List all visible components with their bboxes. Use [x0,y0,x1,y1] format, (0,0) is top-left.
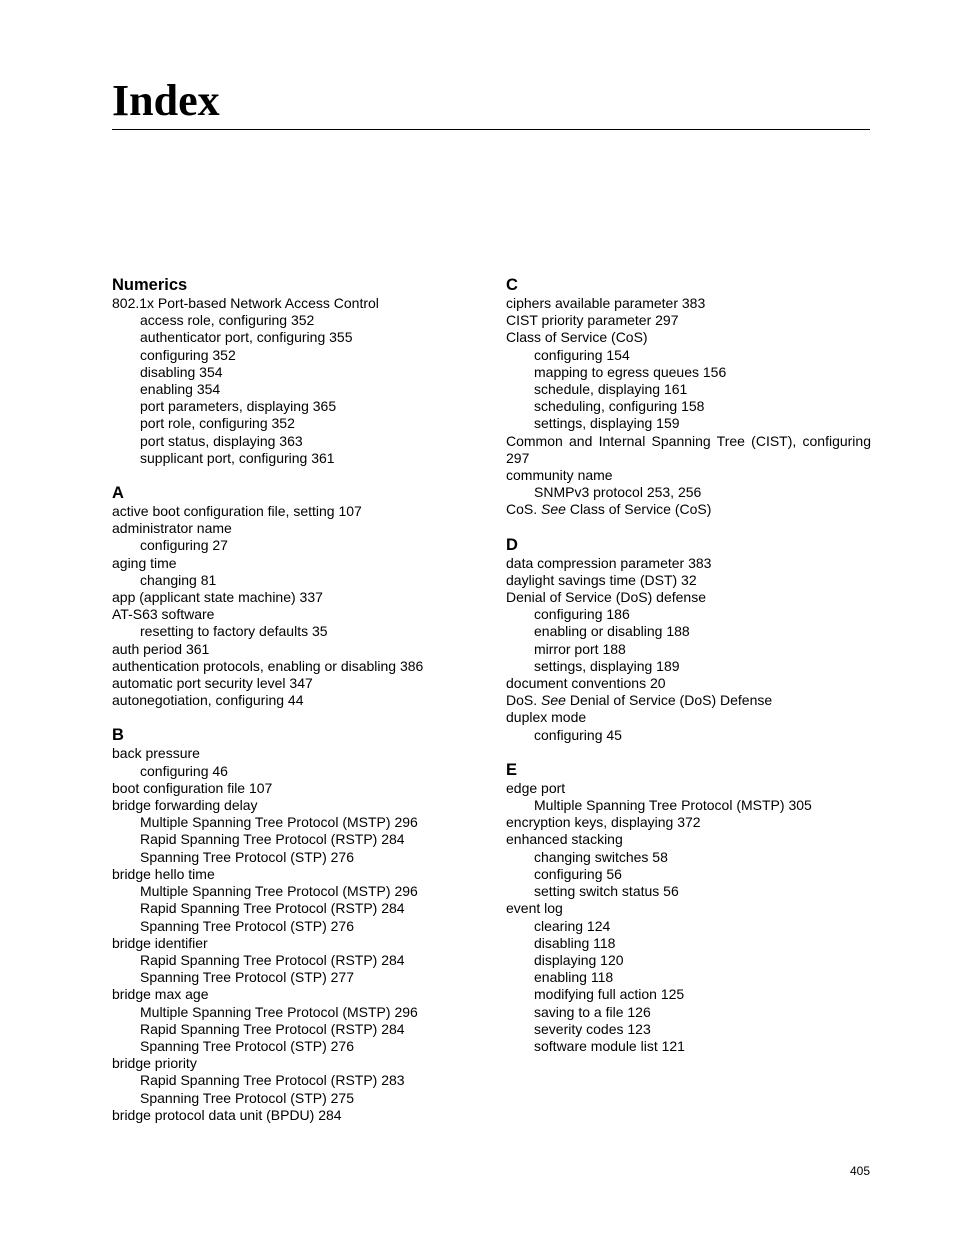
index-entry: duplex mode [506,709,587,726]
see-reference: See [541,692,566,709]
index-section-b [112,725,477,1123]
index-subentry: Spanning Tree Protocol (STP) 276 [140,917,355,934]
index-subentry: Multiple Spanning Tree Protocol (MSTP) 296 [140,883,418,900]
index-column-left [112,275,477,1140]
index-subentry: configuring 154 [534,346,630,363]
index-entry: enhanced stacking [506,831,623,848]
index-entry: 802.1x Port-based Network Access Control [112,295,379,311]
index-entry: Common and Internal Spanning Tree (CIST), configuring 297 [506,432,871,466]
index-subentry: Multiple Spanning Tree Protocol (MSTP) 296 [140,814,418,831]
index-subentry: Rapid Spanning Tree Protocol (RSTP) 284 [140,1020,405,1037]
index-entry: bridge identifier [112,934,208,951]
index-subentry: Rapid Spanning Tree Protocol (RSTP) 284 [140,900,405,917]
index-subentry: settings, displaying 189 [534,657,680,674]
index-subentry: scheduling, configuring 158 [534,398,705,415]
index-subentry: Multiple Spanning Tree Protocol (MSTP) 305 [534,797,812,814]
index-entry: Class of Service (CoS) [506,329,648,346]
index-entry: bridge max age [112,986,209,1003]
index-entry: event log [506,900,563,917]
index-section-d [506,535,871,744]
section-heading: A [112,484,124,503]
page-title: Index [112,76,220,125]
index-subentry: SNMPv3 protocol 253, 256 [534,484,702,501]
index-subentry: Spanning Tree Protocol (STP) 276 [140,848,355,865]
index-subentry: enabling or disabling 188 [534,623,690,640]
index-subentry: configuring 186 [534,606,630,623]
index-entry: daylight savings time (DST) 32 [506,571,697,588]
index-entry [506,692,871,709]
index-subentry: port parameters, displaying 365 [140,398,337,415]
section-heading: Numerics [112,276,188,294]
index-entry: authentication protocols, enabling or disabling 386 [112,657,424,674]
index-section-c [506,275,871,519]
section-heading: C [506,276,518,294]
index-subentry: displaying 120 [534,951,624,968]
index-subentry: port status, displaying 363 [140,432,303,449]
page-number: 405 [849,1164,870,1178]
index-entry: bridge forwarding delay [112,797,258,814]
index-subentry: authenticator port, configuring 355 [140,329,353,346]
index-entry: bridge protocol data unit (BPDU) 284 [112,1106,342,1123]
index-entry: administrator name [112,520,232,537]
index-section-numerics [112,275,477,467]
index-entry: data compression parameter 383 [506,554,712,571]
index-subentry: severity codes 123 [534,1020,651,1037]
index-entry: aging time [112,554,177,571]
see-target: Denial of Service (DoS) Defense [569,692,773,709]
index-subentry: Rapid Spanning Tree Protocol (RSTP) 283 [140,1072,405,1089]
index-entry: encryption keys, displaying 372 [506,814,701,831]
index-entry: automatic port security level 347 [112,675,313,692]
see-target: Class of Service (CoS) [569,501,712,518]
index-section-e [506,760,871,1055]
index-subentry: modifying full action 125 [534,986,685,1003]
index-subentry: access role, configuring 352 [140,312,315,329]
index-subentry: saving to a file 126 [534,1003,651,1020]
index-subentry: configuring 352 [140,346,236,363]
index-section-a [112,483,477,709]
index-subentry: enabling 354 [140,381,221,398]
index-subentry: disabling 118 [534,934,616,951]
index-entry: community name [506,467,613,484]
index-entry: document conventions 20 [506,675,666,692]
index-subentry: settings, displaying 159 [534,415,680,432]
index-entry: AT-S63 software [112,606,215,623]
index-entry: autonegotiation, configuring 44 [112,692,304,709]
index-entry: app (applicant state machine) 337 [112,589,323,606]
index-subentry: resetting to factory defaults 35 [140,623,328,640]
entry-term: CoS. [506,501,538,518]
entry-term: DoS. [506,692,538,709]
section-heading: D [506,535,518,554]
index-subentry: setting switch status 56 [534,883,679,900]
index-subentry: enabling 118 [534,969,614,986]
index-subentry: changing switches 58 [534,848,668,865]
index-entry: active boot configuration file, setting 107 [112,503,362,520]
section-heading: B [112,726,124,745]
index-subentry: mapping to egress queues 156 [534,363,727,380]
index-subentry: mirror port 188 [534,640,626,657]
index-subentry: configuring 45 [534,726,622,743]
index-entry: auth period 361 [112,640,210,657]
index-subentry: Spanning Tree Protocol (STP) 275 [140,1089,355,1106]
index-subentry: port role, configuring 352 [140,415,295,432]
index-entry: edge port [506,779,566,796]
section-heading: E [506,760,518,779]
index-subentry: configuring 56 [534,865,622,882]
index-entry [506,501,871,518]
index-entry: bridge hello time [112,865,215,882]
index-subentry: Rapid Spanning Tree Protocol (RSTP) 284 [140,951,405,968]
index-subentry: disabling 354 [140,363,223,380]
index-entry: ciphers available parameter 383 [506,295,706,311]
see-reference: See [541,501,566,518]
index-entry: back pressure [112,745,200,762]
index-column-right [506,275,871,1071]
index-subentry: configuring 46 [140,762,228,779]
index-subentry: configuring 27 [140,537,228,554]
index-subentry: Multiple Spanning Tree Protocol (MSTP) 296 [140,1003,418,1020]
index-entry: boot configuration file 107 [112,779,273,796]
index-subentry: supplicant port, configuring 361 [140,449,335,466]
title-rule [112,129,870,130]
index-entry: bridge priority [112,1055,197,1072]
index-subentry: schedule, displaying 161 [534,381,688,398]
index-subentry: Spanning Tree Protocol (STP) 276 [140,1037,355,1054]
index-subentry: Spanning Tree Protocol (STP) 277 [140,969,355,986]
index-entry: Denial of Service (DoS) defense [506,589,706,606]
index-subentry: changing 81 [140,571,217,588]
index-subentry: software module list 121 [534,1037,685,1054]
index-entry: CIST priority parameter 297 [506,312,679,329]
index-subentry: Rapid Spanning Tree Protocol (RSTP) 284 [140,831,405,848]
index-subentry: clearing 124 [534,917,611,934]
